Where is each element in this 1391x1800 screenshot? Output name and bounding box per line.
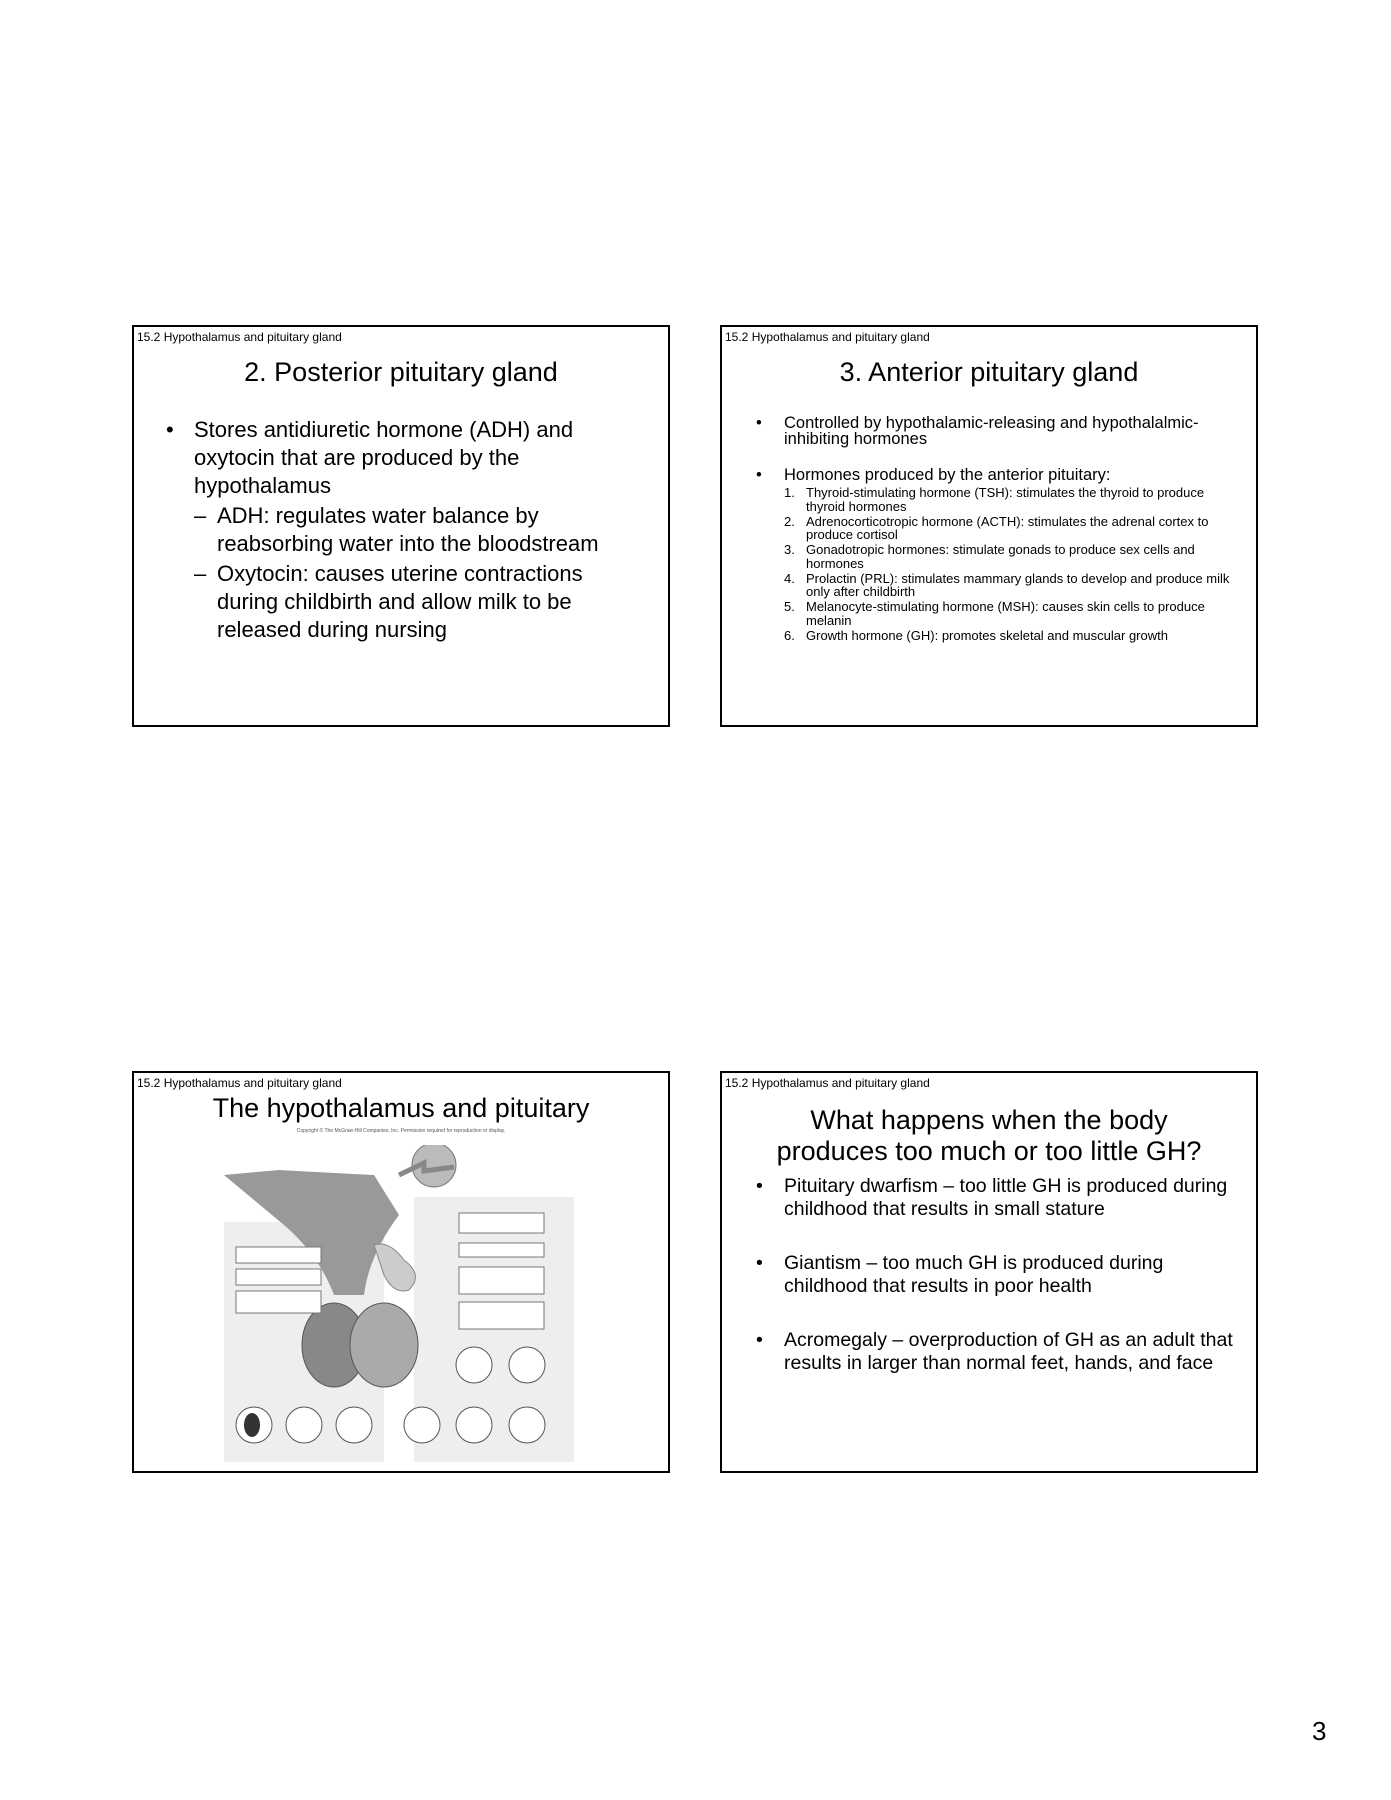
list-item [784, 629, 1234, 643]
list-text: Adrenocorticotropic hormone (ACTH): stimulates the adrenal cortex to produce cortisol [806, 513, 1209, 542]
slide-posterior-pituitary [132, 325, 670, 727]
slide-hypothalamus-diagram [132, 1071, 670, 1473]
list-text: Melanocyte-stimulating hormone (MSH): causes skin cells to produce melanin [806, 599, 1205, 628]
bullet-text: Pituitary dwarfism – too little GH is produced during childhood that results in small stature [784, 1175, 1228, 1220]
bullet-text: Acromegaly – overproduction of GH as an adult that results in larger than normal feet, hands, and face [784, 1329, 1233, 1374]
title-line: produces too much or too little GH? [776, 1136, 1202, 1166]
list-text: Prolactin (PRL): stimulates mammary glands to develop and produce milk only after childbirth [806, 570, 1230, 599]
list-text: Growth hormone (GH): promotes skeletal and muscular growth [806, 627, 1168, 643]
list-number: 2. [784, 513, 795, 529]
sub-bullet-item [194, 560, 634, 644]
list-number: 6. [784, 627, 795, 643]
dash-icon: – [194, 561, 207, 586]
bullet-item [756, 414, 1234, 448]
slide-header: 15.2 Hypothalamus and pituitary gland [725, 330, 930, 344]
list-text: Thyroid-stimulating hormone (TSH): stimulates the thyroid to produce thyroid hormones [806, 485, 1205, 514]
bullet-text: Controlled by hypothalamic-releasing and hypothalalmic-inhibiting hormones [784, 414, 1199, 448]
bullet-icon: • [756, 1175, 763, 1197]
slide-title: The hypothalamus and pituitary [212, 1093, 590, 1123]
slide-title: 3. Anterior pituitary gland [839, 357, 1139, 387]
slide-body [756, 414, 1234, 644]
dash-icon: – [194, 503, 207, 528]
slide-title [722, 1105, 1256, 1167]
slide-title: 2. Posterior pituitary gland [244, 357, 558, 387]
bullet-item [756, 1329, 1244, 1375]
slide-body [756, 1175, 1244, 1406]
list-item [784, 572, 1234, 599]
title-line: What happens when the body [810, 1105, 1168, 1135]
bullet-icon: • [756, 1252, 763, 1274]
bullet-text: Giantism – too much GH is produced during childhood that results in poor health [784, 1252, 1164, 1297]
slide-gh-disorders [720, 1071, 1258, 1473]
slide-header: 15.2 Hypothalamus and pituitary gland [137, 330, 342, 344]
copyright-notice: Copyright © The McGraw-Hill Companies, Inc. Permission required for reproduction or display. [296, 1128, 506, 1134]
slide-header: 15.2 Hypothalamus and pituitary gland [137, 1076, 342, 1090]
list-item [784, 515, 1234, 542]
anterior-pituitary-lobe [350, 1303, 418, 1387]
list-text: Gonadotropic hormones: stimulate gonads to produce sex cells and hormones [806, 542, 1195, 571]
sub-bullet-item [194, 502, 634, 558]
list-item [784, 600, 1234, 627]
bullet-item [166, 416, 634, 500]
slide-body [166, 416, 634, 644]
bullet-icon: • [166, 417, 174, 442]
slide-header: 15.2 Hypothalamus and pituitary gland [725, 1076, 930, 1090]
list-number: 1. [784, 485, 795, 500]
kidney-icon [244, 1413, 260, 1437]
bullet-item [756, 1252, 1244, 1298]
list-number: 5. [784, 599, 795, 614]
hypothalamus-pituitary-illustration [224, 1145, 579, 1465]
bullet-text: Stores antidiuretic hormone (ADH) and oxytocin that are produced by the hypothalamus [194, 417, 574, 498]
list-item [784, 543, 1234, 570]
hormone-list [784, 486, 1234, 642]
list-number: 4. [784, 570, 795, 586]
bullet-icon: • [756, 1329, 763, 1351]
bullet-icon: • [756, 414, 762, 432]
list-item [784, 486, 1234, 513]
bullet-text: Hormones produced by the anterior pituitary: [784, 466, 1111, 484]
page-number: 3 [1312, 1716, 1327, 1746]
bullet-item [756, 466, 1234, 484]
list-number: 3. [784, 542, 795, 557]
bullet-icon: • [756, 466, 762, 484]
slide-anterior-pituitary [720, 325, 1258, 727]
sub-bullet-text: ADH: regulates water balance by reabsorbing water into the bloodstream [217, 503, 599, 556]
sub-bullet-text: Oxytocin: causes uterine contractions during childbirth and allow milk to be released during nursing [217, 561, 583, 642]
bullet-item [756, 1175, 1244, 1221]
